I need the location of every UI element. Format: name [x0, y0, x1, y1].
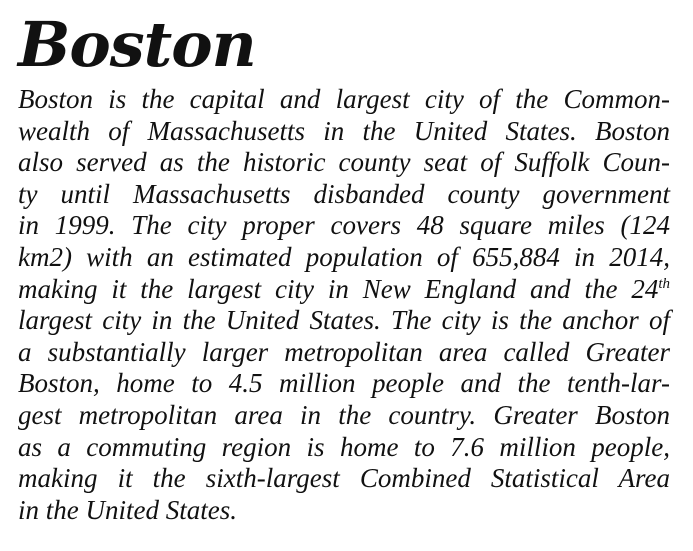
- page-title: Boston: [18, 8, 256, 81]
- text-line: in the United States.: [18, 494, 237, 525]
- text-line: also served as the historic county seat of Suffolk Coun-: [18, 147, 670, 178]
- text-line: Boston, home to 4.5 million people and the tenth-lar-: [18, 368, 670, 399]
- text-line: making it the sixth-largest Combined Statistical Area: [18, 463, 670, 494]
- text-line: largest city in the United States. The city is the anchor of: [18, 305, 670, 336]
- text-line: as a commuting region is home to 7.6 million people,: [18, 431, 670, 462]
- article-body: [18, 84, 670, 526]
- text-line-with-superscript: [18, 274, 670, 306]
- text-line-main: making it the largest city in New England and the 24: [18, 273, 659, 304]
- text-line: km2) with an estimated population of 655,884 in 2014,: [18, 241, 670, 272]
- text-line: gest metropolitan area in the country. Greater Boston: [18, 399, 670, 430]
- text-line: a substantially larger metropolitan area called Greater: [18, 336, 670, 367]
- document-page: [18, 6, 670, 526]
- text-line: wealth of Massachusetts in the United States. Boston: [18, 115, 670, 146]
- text-line: ty until Massachusetts disbanded county government: [18, 178, 670, 209]
- ordinal-superscript: th: [658, 275, 670, 292]
- text-line: Boston is the capital and largest city of the Common-: [18, 84, 670, 114]
- text-line: in 1999. The city proper covers 48 square miles (124: [18, 210, 670, 241]
